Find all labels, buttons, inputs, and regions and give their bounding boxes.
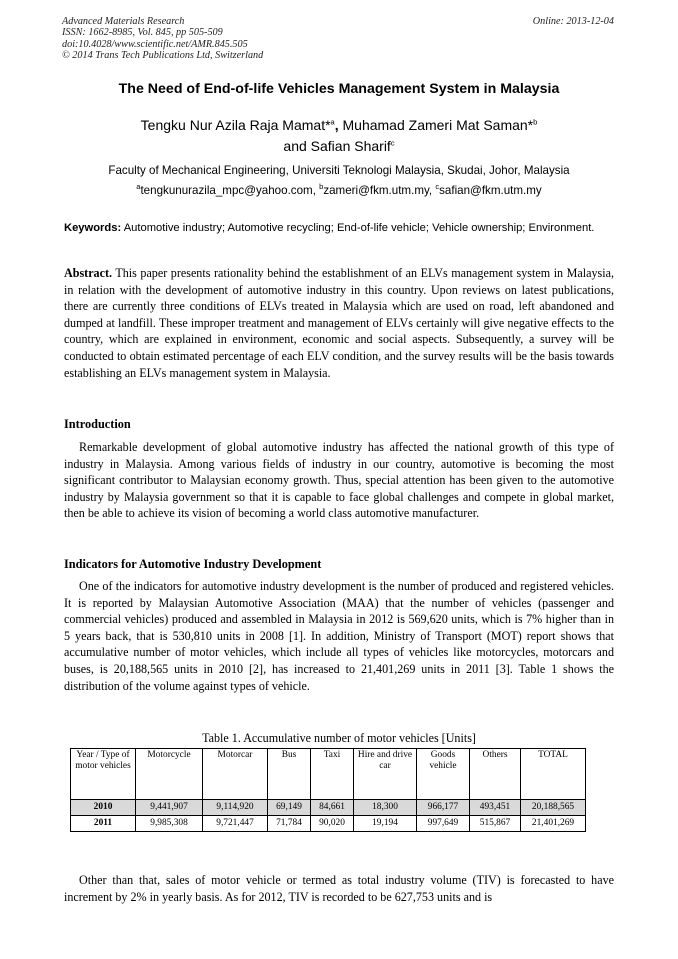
cell-motorcar: 9,114,920 bbox=[203, 800, 268, 816]
cell-hire-drive: 19,194 bbox=[354, 816, 417, 832]
cell-goods: 966,177 bbox=[417, 800, 470, 816]
col-others: Others bbox=[470, 749, 521, 800]
author-2: Muhamad Zameri Mat Saman* bbox=[342, 117, 534, 133]
copyright-line: © 2014 Trans Tech Publications Ltd, Switzerland bbox=[62, 50, 264, 62]
authors-line-2 bbox=[0, 138, 678, 154]
cell-motorcar: 9,721,447 bbox=[203, 816, 268, 832]
col-goods: Goods vehicle bbox=[417, 749, 470, 800]
col-total: TOTAL bbox=[521, 749, 586, 800]
abstract-label: Abstract. bbox=[64, 266, 113, 280]
introduction-heading: Introduction bbox=[64, 417, 131, 431]
indicators-heading: Indicators for Automotive Industry Development bbox=[64, 557, 322, 571]
introduction-body bbox=[64, 439, 614, 522]
email-a: tengkunurazila_mpc@yahoo.com, bbox=[140, 184, 320, 197]
cell-goods: 997,649 bbox=[417, 816, 470, 832]
col-bus: Bus bbox=[268, 749, 311, 800]
col-taxi: Taxi bbox=[311, 749, 354, 800]
closing-body bbox=[64, 872, 614, 905]
affiliation: Faculty of Mechanical Engineering, Universiti Teknologi Malaysia, Skudai, Johor, Malaysia bbox=[108, 164, 570, 177]
doi-line: doi:10.4028/www.scientific.net/AMR.845.505 bbox=[62, 38, 248, 50]
cell-taxi: 84,661 bbox=[311, 800, 354, 816]
email-c-sup: c bbox=[435, 182, 440, 192]
keywords-text: Automotive industry; Automotive recycling; End-of-life vehicle; Vehicle ownership; Environment. bbox=[121, 222, 595, 234]
email-b-sup: b bbox=[319, 182, 324, 192]
author-separator: , bbox=[334, 117, 343, 133]
abstract bbox=[64, 265, 614, 381]
email-c: safian@fkm.utm.my bbox=[439, 184, 542, 197]
cell-others: 493,451 bbox=[470, 800, 521, 816]
cell-others: 515,867 bbox=[470, 816, 521, 832]
cell-motorcycle: 9,441,907 bbox=[136, 800, 203, 816]
col-year-type: Year / Type of motor vehicles bbox=[71, 749, 136, 800]
indicators-text: One of the indicators for automotive industry development is the number of produced and registered vehicles. It is reported by Malaysian Automotive Association (MAA) that the number of vehicles (passenger and commercial vehicles) produced and assembled in Malaysia in 2012 is 569,620 units, which is 7% higher than in 5 years back, that is 530,810 units in 2008 [1]. In addition, Ministry of Transport (MOT) report shows that accumulative number of motor vehicles, which include all types of vehicles like motorcycles, motorcars and buses, is 20,188,565 units in 2010 [2], has increased to 21,401,269 units in 2011 [3]. Table 1 shows the distribution of the volume against types of vehicle. bbox=[64, 579, 614, 693]
col-motorcar: Motorcar bbox=[203, 749, 268, 800]
cell-bus: 71,784 bbox=[268, 816, 311, 832]
cell-motorcycle: 9,985,308 bbox=[136, 816, 203, 832]
cell-taxi: 90,020 bbox=[311, 816, 354, 832]
closing-text: Other than that, sales of motor vehicle or termed as total industry volume (TIV) is forecasted to have increment by 2% in yearly basis. As for 2012, TIV is recorded to be 627,753 units and is bbox=[64, 873, 614, 904]
author-3: Safian Sharif bbox=[310, 138, 391, 154]
author-emails bbox=[0, 184, 678, 197]
cell-year: 2011 bbox=[71, 816, 136, 832]
author-2-sup: b bbox=[533, 117, 538, 127]
author-1: Tengku Nur Azila Raja Mamat* bbox=[140, 117, 331, 133]
cell-year: 2010 bbox=[71, 800, 136, 816]
keywords-label: Keywords: bbox=[64, 222, 122, 234]
cell-total: 20,188,565 bbox=[521, 800, 586, 816]
table-row bbox=[71, 800, 586, 816]
online-date: Online: 2013-12-04 bbox=[532, 16, 614, 27]
col-motorcycle: Motorcycle bbox=[136, 749, 203, 800]
table-row bbox=[71, 816, 586, 832]
journal-name: Advanced Materials Research bbox=[62, 16, 185, 27]
introduction-text: Remarkable development of global automotive industry has affected the national growth of this type of industry in Malaysia. Among various fields of industry in our country, automotive is becoming the most significant contributor to Malaysian economy growth. Thus, special attention has been given to the automotive industry by Malaysia government so that it is capable to face global challenges and compete in global market, then be able to achieve its vision of becoming a world class automotive manufacturer. bbox=[64, 440, 614, 521]
col-hire-drive: Hire and drive car bbox=[354, 749, 417, 800]
abstract-text: This paper presents rationality behind the establishment of an ELVs management system in Malaysia, in relation with the development of automotive industry in this country. Upon reviews on latest publications, there are currently three conditions of ELVs treated in Malaysia which are used on road, left abandoned and dumped at landfill. These improper treatment and management of ELVs certainly will give negative effects to the country, which are explained in environment, economic and social aspects. Subsequently, a survey will be conducted to obtain estimated percentage of each ELV condition, and the survey results will be the basis towards establishing an ELVs management system in Malaysia. bbox=[64, 266, 614, 380]
author-and: and bbox=[283, 138, 311, 154]
vehicles-table bbox=[70, 748, 586, 832]
table-caption: Table 1. Accumulative number of motor vehicles [Units] bbox=[202, 731, 476, 745]
table-header-row bbox=[71, 749, 586, 800]
author-1-sup: a bbox=[330, 117, 335, 127]
email-a-sup: a bbox=[136, 182, 141, 192]
keywords bbox=[64, 221, 614, 235]
cell-bus: 69,149 bbox=[268, 800, 311, 816]
cell-total: 21,401,269 bbox=[521, 816, 586, 832]
journal-header bbox=[62, 16, 263, 62]
author-3-sup: c bbox=[390, 138, 395, 148]
authors-line-1 bbox=[0, 117, 678, 133]
cell-hire-drive: 18,300 bbox=[354, 800, 417, 816]
indicators-body bbox=[64, 578, 614, 694]
paper-title: The Need of End-of-life Vehicles Management System in Malaysia bbox=[118, 81, 560, 97]
email-b: zameri@fkm.utm.my, bbox=[323, 184, 436, 197]
issn-line: ISSN: 1662-8985, Vol. 845, pp 505-509 bbox=[62, 27, 223, 39]
